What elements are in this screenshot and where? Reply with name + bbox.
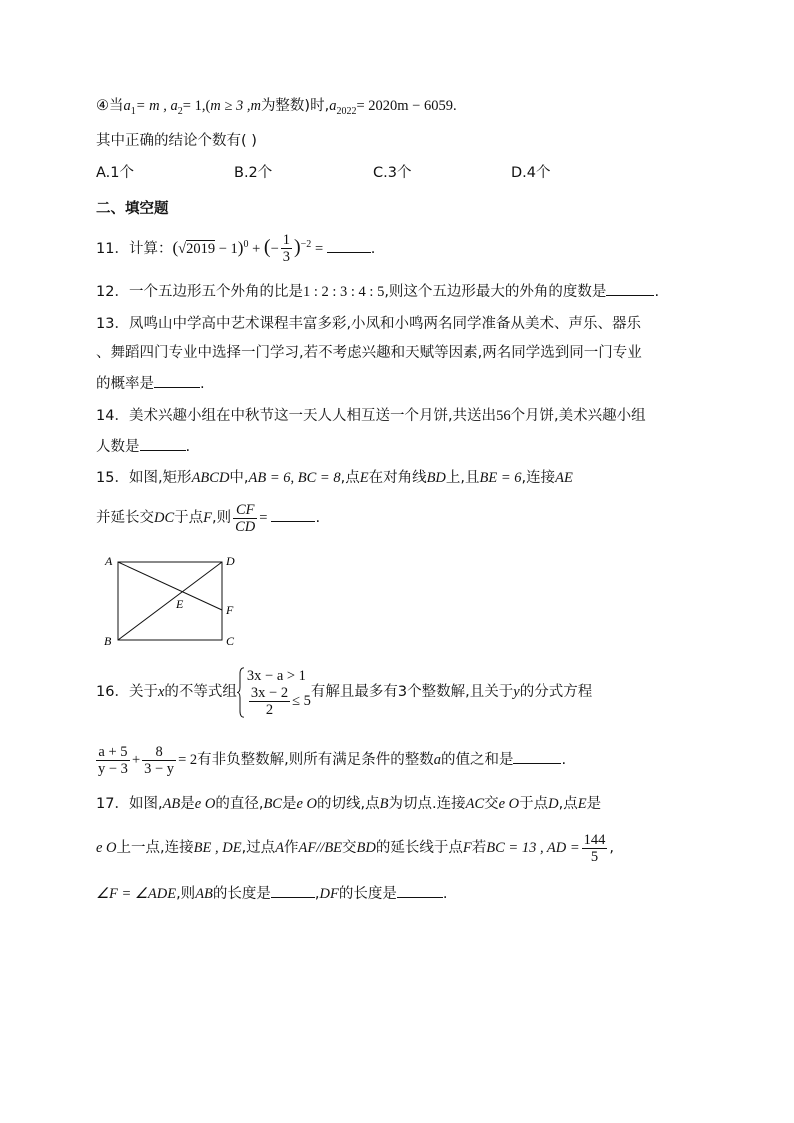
q16-f2-den: 3 − y	[144, 760, 175, 777]
q16-t4: 的分式方程	[519, 684, 593, 700]
item4-result: = 2020m − 6059.	[356, 98, 457, 114]
q17-a: A	[275, 840, 285, 856]
question-12	[96, 281, 659, 302]
label-f: F	[226, 603, 234, 617]
question-14-line1	[96, 406, 646, 426]
q12-ratio: 1 : 2 : 3 : 4 : 5	[302, 284, 385, 300]
q15-t5: 上,且	[445, 470, 480, 486]
q15-rect: ABCD	[191, 470, 230, 486]
q17-ab: AB	[162, 796, 181, 812]
q16-a: a	[433, 752, 441, 768]
q17-answer-blank-df[interactable]	[397, 883, 443, 898]
q17-ab2: AB	[195, 886, 213, 902]
q15-eq: =	[259, 510, 268, 526]
q17-t6: 为切点.连接	[388, 796, 466, 812]
section-heading: 二、填空题	[96, 201, 169, 217]
q17-t17: ,则	[176, 886, 196, 902]
q17-bc: BC	[263, 796, 282, 812]
q16-t3: 有解且最多有3个整数解,且关于	[310, 684, 514, 700]
label-b: B	[104, 634, 112, 648]
q17-d: D	[548, 796, 559, 812]
q15-t4: 在对角线	[368, 470, 427, 486]
q11-plus: +	[248, 240, 264, 257]
q17-t11: 上一点,连接	[116, 840, 194, 856]
option-d: D.4个	[511, 165, 551, 181]
question-17-line3	[96, 883, 447, 904]
q16-t5: 有非负整数解,则所有满足条件的整数	[197, 752, 434, 768]
q16-end: .	[561, 752, 567, 768]
item4-line: ④当$a_1= m$ , $a_2= 1,(m \ge 3$ ,m为整数)时$,a_{2022}= 2020m - 6059$.	[96, 98, 457, 117]
q14-end: .	[185, 439, 191, 455]
q17-t16: 若	[471, 840, 487, 856]
q16-t6: 的值之和是	[440, 752, 514, 768]
q17-end: .	[442, 886, 448, 902]
q12-end: .	[654, 284, 660, 300]
q15-t8: 于点	[174, 510, 204, 526]
q11-text: 计算：	[128, 240, 173, 257]
q17-t9: ,点	[558, 796, 578, 812]
question-16-line2	[96, 740, 566, 780]
q13-end: .	[200, 376, 205, 392]
q11-exp0: 0	[243, 239, 249, 250]
q11-exp-neg2: −2	[300, 239, 312, 250]
q15-t7: 并延长交	[96, 510, 154, 526]
q15-fraction	[233, 502, 257, 535]
q16-x: x	[157, 684, 165, 700]
q11-frac-num: 1	[282, 232, 290, 249]
question-17-line2	[96, 828, 614, 868]
q15-t2: 中,	[229, 470, 249, 486]
q16-f1-den: y − 3	[98, 760, 128, 777]
item4-cond: m ≥ 3 ,m	[210, 98, 261, 114]
q17-t10: 是	[586, 796, 602, 812]
q14-number: 14．	[96, 408, 129, 424]
label-d: D	[226, 554, 235, 568]
q15-f: F	[203, 510, 213, 526]
q17-t4: 是	[281, 796, 297, 812]
q13-line3: 的概率是	[96, 376, 154, 392]
q11-frac	[281, 232, 292, 265]
q17-answer-blank-ab[interactable]	[271, 883, 315, 898]
q16-frac1	[96, 744, 130, 777]
q17-fraction	[582, 832, 608, 865]
q17-bc-ad: BC = 13 , AD =	[486, 840, 580, 856]
question-17-line1	[96, 794, 601, 814]
option-b: B.2个	[234, 165, 273, 181]
q12-text: 一个五边形五个外角的比是	[128, 284, 303, 300]
rectangle-figure	[100, 552, 250, 652]
q17-t14: 交	[342, 840, 357, 856]
q17-t19: ,	[314, 886, 320, 902]
q15-e: E	[359, 470, 369, 486]
q16-frac2	[142, 744, 176, 777]
q17-angle-eq: ∠F = ∠ADE	[96, 886, 177, 902]
figure-diagonal-bd	[118, 562, 222, 640]
q12-text2: ,则这个五边形最大的外角的度数是	[384, 284, 607, 300]
question-15-line2	[96, 500, 320, 536]
q16-f2-num: 8	[142, 744, 176, 761]
q15-end: .	[315, 510, 321, 526]
q15-t6: ,连接	[521, 470, 556, 486]
q17-bd: BD	[356, 840, 376, 856]
item4-cond-text: 为整数)时,	[260, 98, 330, 114]
q17-be-de: BE , DE	[193, 840, 242, 856]
q16-plus: +	[131, 752, 141, 768]
label-c: C	[226, 634, 235, 648]
q14-line1b: 个月饼,美术兴趣小组	[510, 408, 646, 424]
q16-inequality-system	[237, 667, 311, 718]
q16-eq: = 2	[178, 752, 198, 768]
label-e: E	[176, 597, 184, 611]
question-13-line2: 、舞蹈四门专业中选择一门学习,若不考虑兴趣和天赋等因素,两名同学选到同一门专业	[96, 345, 642, 361]
q13-line1: 凤鸣山中学高中艺术课程丰富多彩,小凤和小鸣两名同学准备从美术、声乐、器乐	[128, 316, 642, 332]
q14-answer-blank[interactable]	[140, 436, 186, 451]
q15-be: BE = 6	[479, 470, 522, 486]
question-tail: 其中正确的结论个数有( )	[96, 133, 257, 149]
q15-ae: AE	[555, 470, 573, 486]
q16-f1-num: a + 5	[96, 744, 130, 761]
q14-line1a: 美术兴趣小组在中秋节这一天人人相互送一个月饼,共送出	[128, 408, 497, 424]
question-13-line1	[96, 314, 641, 334]
q17-t8: 于点	[519, 796, 549, 812]
q17-t3: 的直径,	[215, 796, 264, 812]
item4-prefix: ④当	[96, 98, 124, 114]
q15-t3: ,点	[340, 470, 360, 486]
q17-t13: 作	[284, 840, 299, 856]
q16-t1: 关于	[128, 684, 158, 700]
q17-t1: 如图,	[128, 796, 163, 812]
brace-icon	[237, 667, 245, 718]
q17-t18: 的长度是	[212, 886, 271, 902]
figure-line-af	[118, 562, 222, 610]
q17-circle4: e O	[96, 840, 117, 856]
q14-count: 56	[496, 408, 511, 424]
q17-circle3: e O	[498, 796, 520, 812]
q17-df: DF	[319, 886, 339, 902]
q16-answer-blank[interactable]	[513, 749, 561, 764]
q16-number: 16．	[96, 684, 129, 700]
q17-frac-den: 5	[590, 848, 599, 865]
q16-ineq1: 3x − a > 1	[246, 667, 306, 684]
q13-number: 13．	[96, 316, 129, 332]
label-a: A	[105, 554, 113, 568]
q17-ac: AC	[465, 796, 485, 812]
q17-e: E	[577, 796, 587, 812]
q11-answer-blank[interactable]	[327, 238, 371, 253]
q11-frac-den: 3	[282, 249, 290, 266]
question-15-line1: 15．如图,矩形ABCD中,AB = 6, BC = 8,点E在对角线BD上,且BE = 6,连接AE	[96, 470, 573, 486]
q17-t5: 的切线,点	[317, 796, 380, 812]
q15-t9: ,则	[212, 510, 232, 526]
q17-af-parallel-be: AF//BE	[298, 840, 343, 856]
q17-circle2: e O	[296, 796, 318, 812]
q15-number: 15．	[96, 470, 129, 486]
question-11: 11．计算：$(√2019 - 1)^0$ + (− $\frac{1}{3}$ )$^{-2}$ = .	[96, 232, 376, 266]
q11-end: .	[370, 240, 376, 257]
q11-number: 11．	[96, 240, 129, 257]
item4-a2: = 1,(	[182, 98, 211, 114]
q16-y: y	[513, 684, 520, 700]
q12-answer-blank[interactable]	[606, 281, 654, 296]
q16-t2: 的不等式组	[164, 684, 237, 700]
option-a: A.1个	[96, 165, 134, 181]
item4-a1: = m ,	[135, 98, 171, 114]
q15-dc: DC	[154, 510, 175, 526]
question-14-line2	[96, 436, 190, 457]
q17-t20: 的长度是	[338, 886, 397, 902]
q17-comma: ,	[609, 840, 615, 856]
q17-t12: ,过点	[241, 840, 276, 856]
q15-ab: AB = 6	[248, 470, 291, 486]
q17-circle1: e O	[194, 796, 216, 812]
q11-eq: =	[311, 240, 327, 257]
q17-b: B	[379, 796, 389, 812]
q12-number: 12．	[96, 284, 129, 300]
q15-frac-den: CD	[235, 518, 256, 535]
q16-ineq2-num: 3x − 2	[250, 684, 289, 701]
q15-bc: BC = 8	[297, 470, 341, 486]
q14-line2: 人数是	[96, 439, 140, 455]
q15-answer-blank[interactable]	[271, 507, 315, 522]
question-16-line1	[96, 662, 592, 722]
q15-frac-num: CF	[233, 502, 257, 519]
q17-t15: 的延长线于点	[375, 840, 463, 856]
q17-number: 17．	[96, 796, 129, 812]
q16-ineq2-rel: ≤ 5	[292, 692, 311, 709]
q16-ineq2-frac	[249, 685, 290, 718]
option-c: C.3个	[373, 165, 412, 181]
q15-t1: 如图,矩形	[128, 470, 192, 486]
q16-ineq2-den: 2	[265, 701, 274, 718]
q13-answer-blank[interactable]	[154, 373, 200, 388]
question-13-line3	[96, 373, 205, 394]
q15-bd: BD	[426, 470, 446, 486]
q17-f: F	[462, 840, 472, 856]
q17-t2: 是	[180, 796, 195, 812]
q17-t7: 交	[484, 796, 499, 812]
q17-frac-num: 144	[583, 831, 606, 848]
